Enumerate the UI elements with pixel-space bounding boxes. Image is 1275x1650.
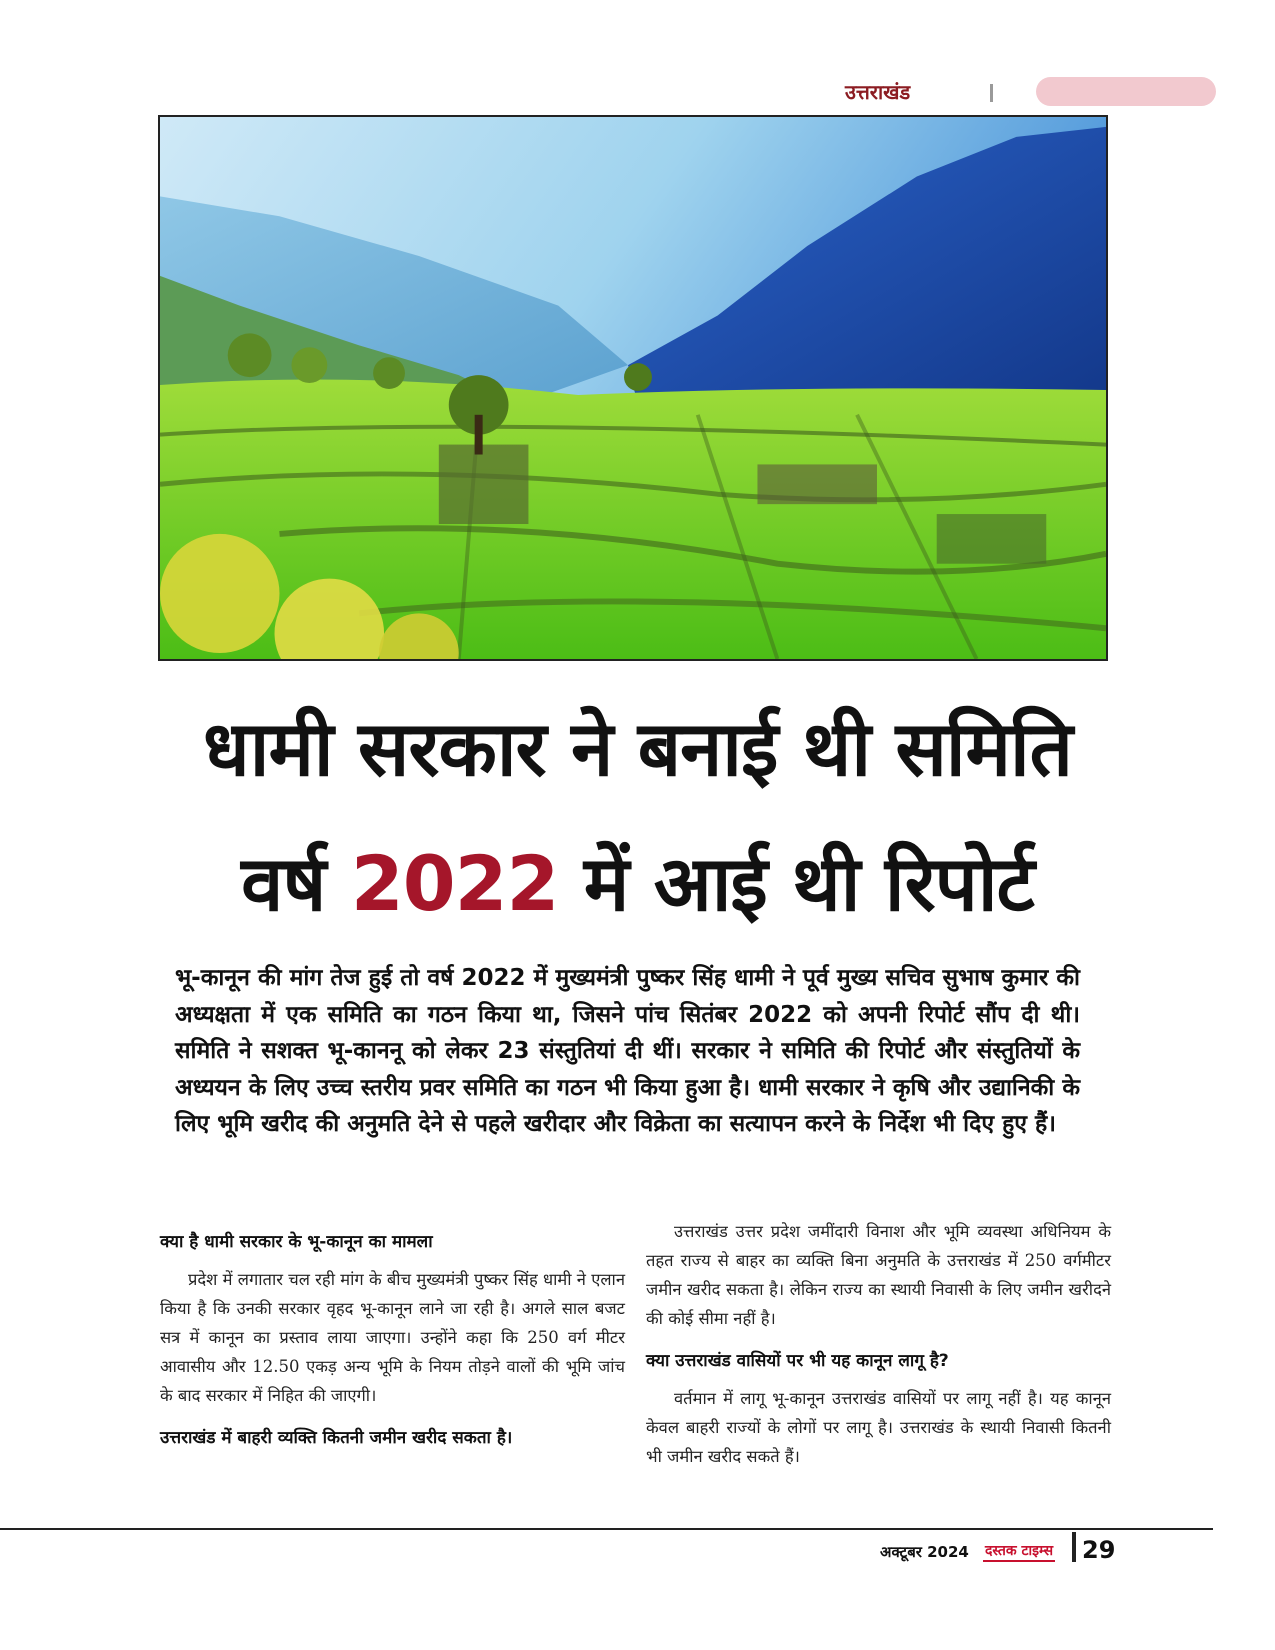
left-paragraph-1: प्रदेश में लगातार चल रही मांग के बीच मुख्यमंत्री पुष्कर सिंह धामी ने एलान किया है कि उनकी सरकार वृहद भू-कानून लाने जा रही है। अगले साल बजट सत्र में कानून का प्रस्ताव लाया जाएगा। उन्होंने कहा कि 250 वर्ग मीटर आवासीय और 12.50 एकड़ अन्य भूमि के नियम तोड़ने वालों की भूमि जांच के बाद सरकार में निहित की जाएगी। xyxy=(160,1270,625,1405)
headline-year: 2022 xyxy=(350,839,559,928)
footer-date: अक्टूबर 2024 xyxy=(880,1543,969,1561)
headline-line-1: धामी सरकार ने बनाई थी समिति xyxy=(203,704,1072,793)
magazine-logo: दस्तक टाइम्स xyxy=(983,1541,1055,1562)
left-heading-1: क्या है धामी सरकार के भू-कानून का मामला xyxy=(160,1232,433,1252)
right-heading: क्या उत्तराखंड वासियों पर भी यह कानून लागू है? xyxy=(646,1351,949,1371)
right-column xyxy=(646,1217,1111,1485)
left-column xyxy=(160,1228,625,1461)
hero-photo xyxy=(158,115,1108,661)
left-heading-2: उत्तराखंड में बाहरी व्यक्ति कितनी जमीन खरीद सकता है। xyxy=(160,1428,513,1448)
section-tab-decoration xyxy=(1036,77,1216,106)
terraced-fields-landscape-icon xyxy=(160,117,1106,659)
section-divider xyxy=(990,84,993,102)
footer-divider xyxy=(1072,1532,1076,1562)
footer-rule xyxy=(0,1528,1213,1530)
headline-line-2-start: वर्ष xyxy=(241,839,326,928)
right-paragraph-1: उत्तराखंड उत्तर प्रदेश जमींदारी विनाश और भूमि व्यवस्था अधिनियम के तहत राज्य से बाहर का व्यक्ति बिना अनुमति के उत्तराखंड में 250 वर्गमीटर जमीन खरीद सकता है। लेकिन राज्य का स्थायी निवासी के लिए जमीन खरीदने की कोई सीमा नहीं है। xyxy=(646,1222,1111,1328)
headline-line-2 xyxy=(120,840,1155,927)
section-label: उत्तराखंड xyxy=(845,80,911,104)
page-number: 29 xyxy=(1082,1536,1116,1564)
headline-line-2-end: में आई थी रिपोर्ट xyxy=(583,839,1034,928)
right-paragraph-2: वर्तमान में लागू भू-कानून उत्तराखंड वासियों पर लागू नहीं है। यह कानून केवल बाहरी राज्यों के लोगों पर लागू है। उत्तराखंड के स्थायी निवासी कितनी भी जमीन खरीद सकते हैं। xyxy=(646,1389,1111,1466)
intro-paragraph: भू-कानून की मांग तेज हुई तो वर्ष 2022 में मुख्यमंत्री पुष्कर सिंह धामी ने पूर्व मुख्य सचिव सुभाष कुमार की अध्यक्षता में एक समिति का गठन किया था, जिसने पांच सितंबर 2022 को अपनी रिपोर्ट सौंप दी थी। समिति ने सशक्त भू-काननू को लेकर 23 संस्तुतियां दी थीं। सरकार ने समिति की रिपोर्ट और संस्तुतियों के अध्ययन के लिए उच्च स्तरीय प्रवर समिति का गठन भी किया हुआ है। धामी सरकार ने कृषि और उद्यानिकी के लिए भूमि खरीद की अनुमति देने से पहले खरीदार और विक्रेता का सत्यापन करने के निर्देश भी दिए हुए हैं। xyxy=(175,965,1080,1137)
